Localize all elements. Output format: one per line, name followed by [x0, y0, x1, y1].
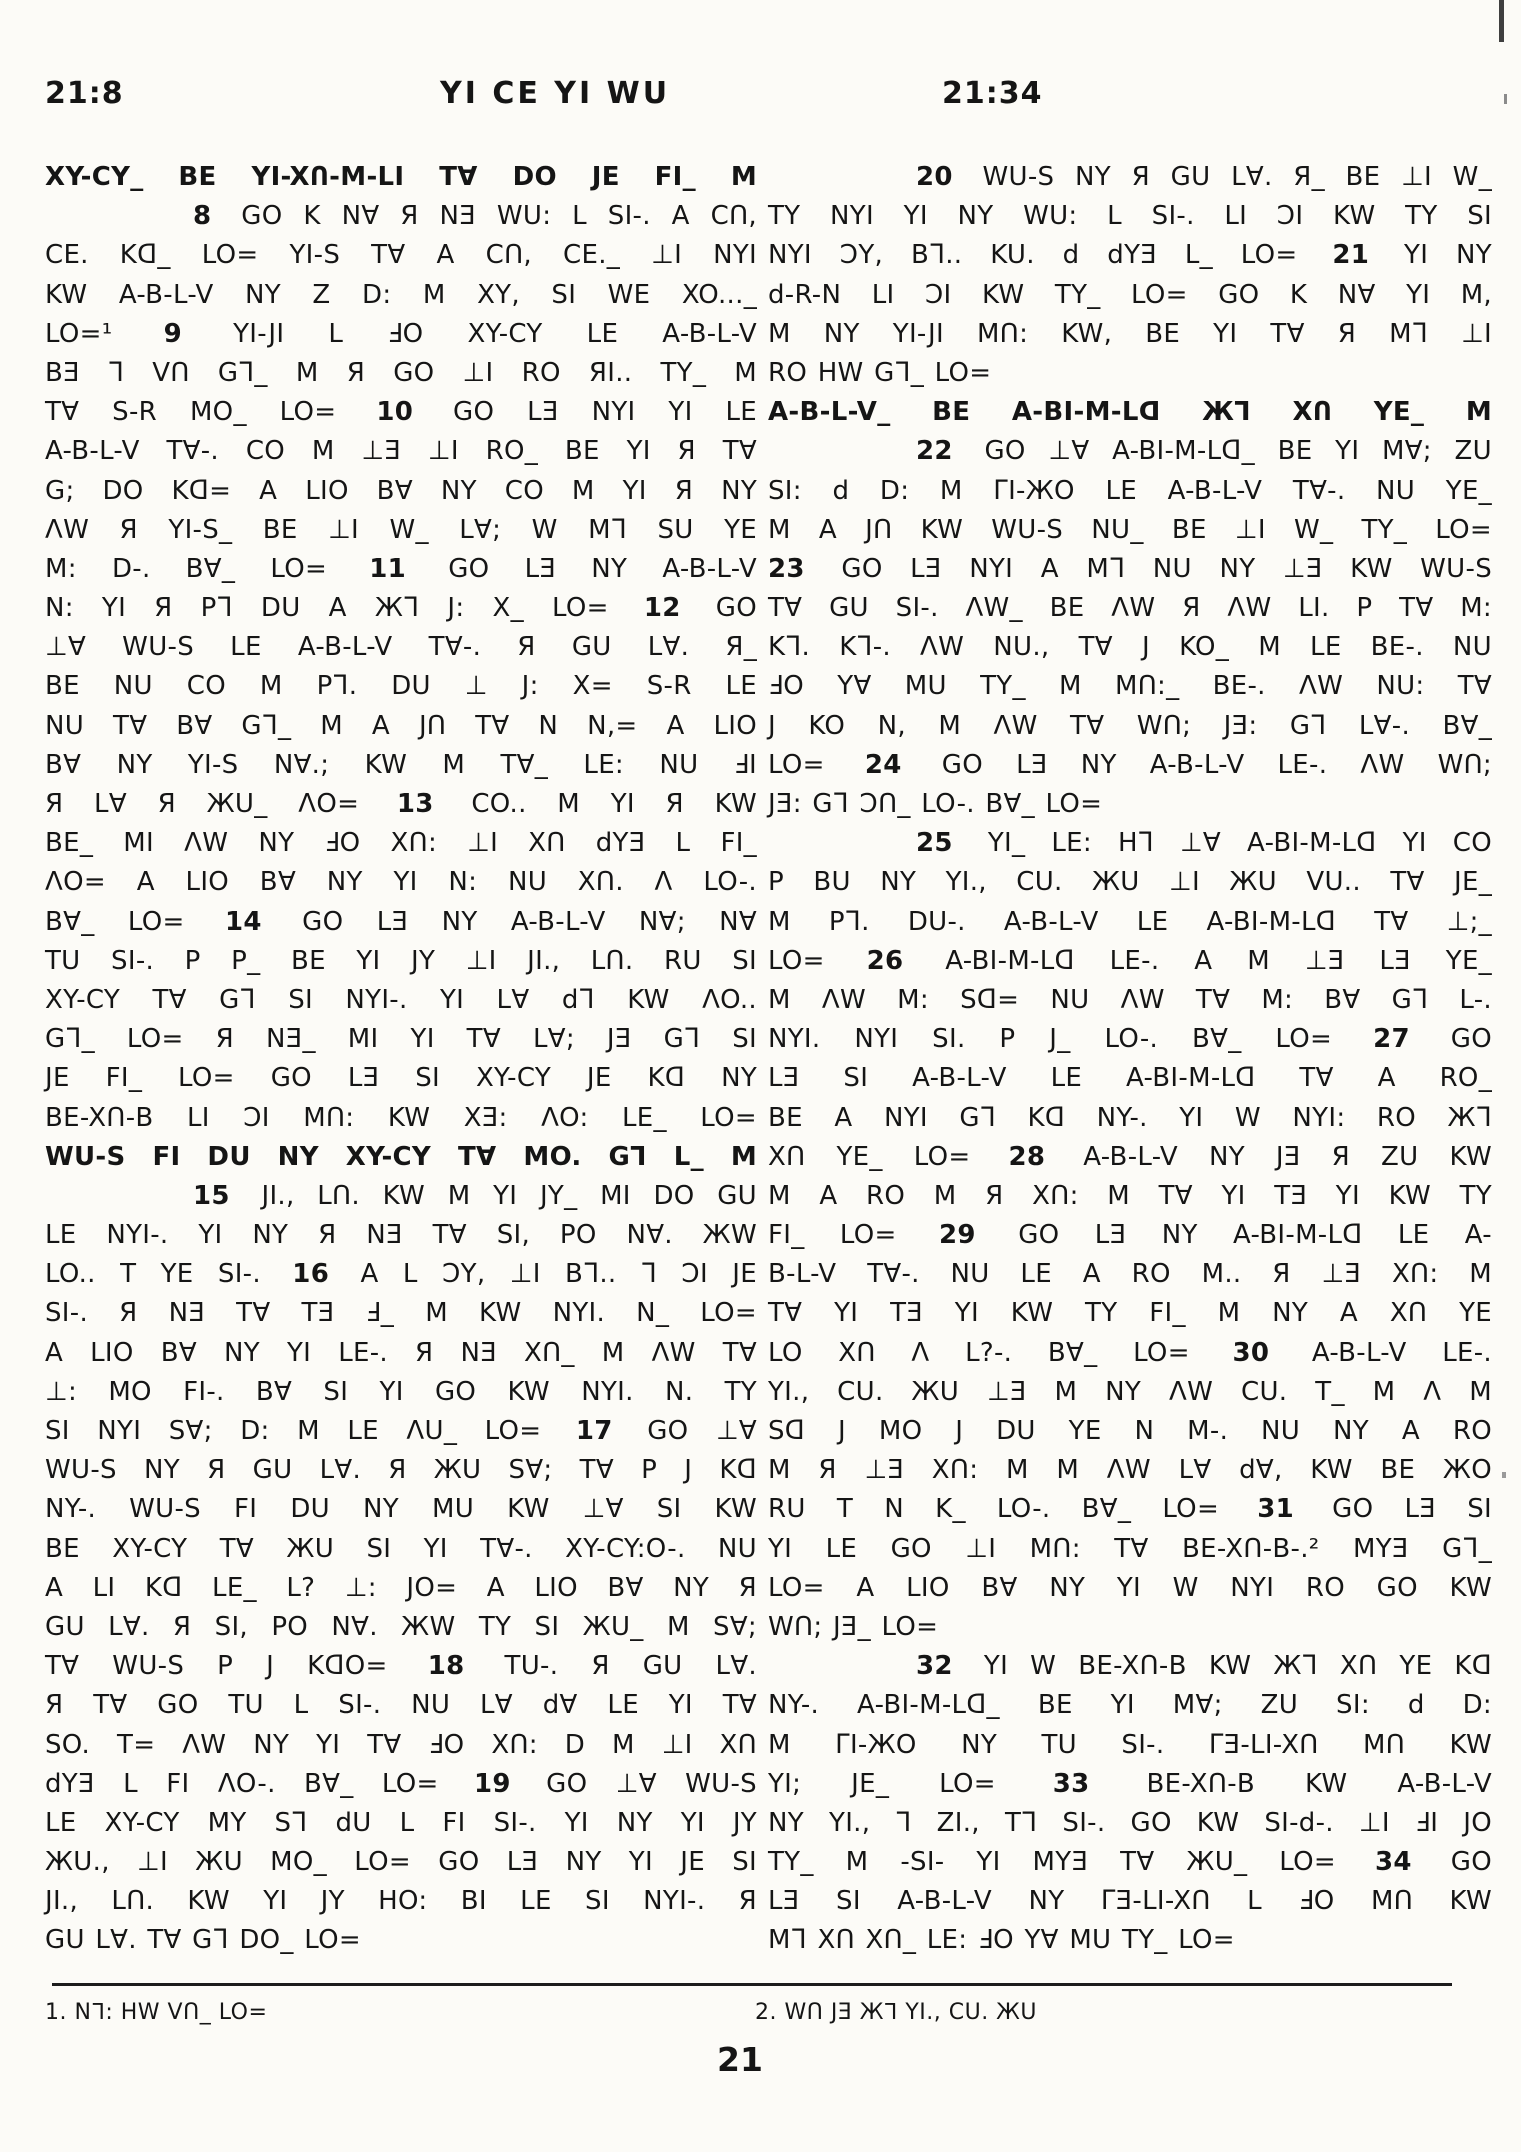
text-line	[45, 1804, 757, 1843]
verse-text: Mᒣ XՈ XՈ_ LE: ℲO Y∀ MU TY_ LO=	[768, 1925, 1235, 1956]
verse-text: GO LƎ NY A-B-L-V	[448, 553, 757, 584]
text-line	[768, 981, 1492, 1020]
verse-text: TY NYI YI NY WU: L SI-. LI ƆI KW TY SI	[768, 201, 1492, 232]
verse-text: YI_ LE: Hᒣ ⊥∀ A-BI-M-Lᗡ YI CO	[987, 828, 1492, 859]
text-line	[768, 1726, 1492, 1765]
text-line	[768, 472, 1492, 511]
text-line	[768, 1099, 1492, 1138]
verse-text: GU L∀. T∀ Gᒣ DO_ LO=	[45, 1925, 362, 1956]
verse-text: NYI ƆY, Bᒣ.. KU. d dYƎ L_ LO=	[768, 240, 1298, 271]
text-line	[45, 276, 757, 315]
text-line	[45, 1882, 757, 1921]
verse-text: ⊥: MO FI-. B∀ SI YI GO KW NYI. N. TY	[45, 1376, 757, 1407]
verse-number: 18	[427, 1651, 465, 1682]
scan-artifact-speck	[1502, 1472, 1506, 1478]
verse-text: GO ⊥∀ A-BI-M-Lᗡ_ BE YI M∀; ZU	[984, 436, 1492, 467]
text-line	[768, 1490, 1492, 1529]
text-line	[768, 1921, 1492, 1960]
text-line	[45, 1412, 757, 1451]
verse-text: A L ƆY, ⊥I Bᒣ.. ᒣ ƆI JE	[360, 1259, 757, 1290]
verse-text: LƎ SI A-B-L-V LE A-BI-M-Lᗡ T∀ A RO_	[768, 1063, 1492, 1094]
verse-text: RO HW Gᒣ_ LO=	[768, 357, 992, 388]
text-line	[45, 197, 757, 236]
text-line	[45, 1334, 757, 1373]
verse-text: SO. T= ΛW NY YI T∀ ℲO XՈ: D M ⊥I XՈ	[45, 1729, 757, 1760]
header-verse-ref-left: 21:8	[45, 76, 124, 111]
text-line	[45, 236, 757, 275]
verse-text: M: D-. B∀_ LO=	[45, 553, 328, 584]
verse-text: YI., CU. ЖU ⊥Ǝ M NY ΛW CU. T_ M Λ M	[768, 1376, 1492, 1407]
verse-number: 19	[474, 1768, 511, 1799]
verse-text: GO	[1450, 1024, 1492, 1055]
verse-text: LO=	[768, 749, 825, 780]
text-line	[768, 1059, 1492, 1098]
text-line	[768, 158, 1492, 197]
verse-text: ΛO= A LIO B∀ NY YI N: NU XՈ. Λ LO-.	[45, 867, 757, 898]
verse-text: SI-. Я NƎ T∀ TƎ Ⅎ_ M KW NYI. N_ LO=	[45, 1298, 757, 1329]
verse-number: 22	[916, 436, 953, 467]
text-line	[45, 1294, 757, 1333]
verse-text: TU SI-. P P_ BE YI JY ⊥I JI., LՈ. RU SI	[45, 945, 757, 976]
text-line	[45, 1843, 757, 1882]
text-line	[768, 1686, 1492, 1725]
verse-text: NY-. A-BI-M-Lᗡ_ BE YI M∀; ZU SI: d D:	[768, 1690, 1492, 1721]
verse-text: BE A NYI Gᒣ Kᗡ NY-. YI W NYI: RO Жᒣ	[768, 1102, 1492, 1133]
verse-text: T∀ WU-S P J KᗡO=	[45, 1651, 388, 1682]
verse-text: M Я ⊥Ǝ XՈ: M M ΛW L∀ d∀, KW BE ЖO	[768, 1455, 1492, 1486]
text-line	[768, 707, 1492, 746]
verse-number: 11	[369, 553, 407, 584]
verse-text: XY-CY T∀ Gᒣ SI NYI-. YI L∀ dᒣ KW ΛO..	[45, 984, 757, 1015]
text-line	[768, 589, 1492, 628]
text-line	[768, 1412, 1492, 1451]
text-column-right	[768, 158, 1492, 1961]
text-line	[768, 1138, 1492, 1177]
verse-text: NY YI., ᒣ ZI., Tᒣ SI-. GO KW SI-d-. ⊥I ℲI JO	[768, 1807, 1492, 1838]
text-line	[45, 158, 757, 197]
text-line	[45, 628, 757, 667]
verse-number: 17	[575, 1416, 613, 1446]
verse-text: dYƎ L FI ΛO-. B∀_ LO=	[45, 1768, 439, 1799]
text-line	[45, 315, 757, 354]
text-line	[768, 746, 1492, 785]
verse-text: M Pᒣ. DU-. A-B-L-V LE A-BI-M-Lᗡ T∀ ⊥;_	[768, 906, 1492, 937]
text-line	[768, 1020, 1492, 1059]
verse-text: M A JՈ KW WU-S NU_ BE ⊥I W_ TY_ LO=	[768, 514, 1492, 545]
text-line	[768, 667, 1492, 706]
text-column-left	[45, 158, 757, 1961]
text-line	[45, 1490, 757, 1529]
verse-text: NY-. WU-S FI DU NY MU KW ⊥∀ SI KW	[45, 1494, 757, 1525]
text-line	[45, 354, 757, 393]
verse-text: J KO N, M ΛW T∀ WՈ; JƎ: Gᒣ L∀-. B∀_	[768, 710, 1492, 741]
verse-text: JI., LՈ. KW M YI JY_ MI DO GU	[261, 1180, 757, 1211]
verse-text: GO K N∀ Я NƎ WU: L SI-. A CՈ,	[241, 201, 757, 232]
verse-number: 12	[643, 593, 681, 624]
text-line	[45, 1726, 757, 1765]
verse-text: JE FI_ LO= GO LƎ SI XY-CY JE Kᗡ NY	[45, 1063, 757, 1094]
text-line	[45, 863, 757, 902]
verse-text: BƎ ᒣ VՈ Gᒣ_ M Я GO ⊥I RO ЯI.. TY_ M	[45, 357, 757, 388]
verse-text: M ΛW M: Sᗡ= NU ΛW T∀ M: B∀ Gᒣ L-.	[768, 984, 1492, 1015]
verse-text: B∀_ LO=	[45, 906, 185, 937]
header-verse-ref-right: 21:34	[942, 76, 1043, 111]
verse-number: 9	[163, 318, 182, 349]
verse-text: A-BI-M-Lᗡ LE-. A M ⊥Ǝ LƎ YE_	[945, 945, 1492, 976]
text-line	[45, 1686, 757, 1725]
verse-text: Я L∀ Я ЖU_ ΛO=	[45, 789, 360, 819]
verse-text: LO XՈ Λ L?-. B∀_ LO=	[768, 1337, 1190, 1368]
text-line	[768, 942, 1492, 981]
verse-text: FI_ LO=	[768, 1220, 897, 1251]
verse-number: 27	[1373, 1024, 1410, 1055]
text-line	[768, 1451, 1492, 1490]
footnote-2: 2. WՈ JƎ Жᒣ YI., CU. ЖU	[755, 2000, 1037, 2025]
text-line	[45, 1569, 757, 1608]
verse-text: Gᒣ_ LO= Я NƎ_ MI YI T∀ L∀; JƎ Gᒣ SI	[45, 1024, 757, 1055]
text-line	[45, 589, 757, 628]
verse-text: LO=	[768, 945, 825, 976]
text-line	[45, 942, 757, 981]
text-line	[768, 1843, 1492, 1882]
verse-text: P BU NY YI., CU. ЖU ⊥I ЖU VU.. T∀ JE_	[768, 867, 1492, 898]
text-line	[45, 432, 757, 471]
verse-text: RU T N K_ LO-. B∀_ LO=	[768, 1494, 1220, 1525]
text-line	[45, 1530, 757, 1569]
verse-text: T∀ GU SI-. ΛW_ BE ΛW Я ΛW LI. P T∀ M:	[768, 593, 1492, 624]
text-line	[768, 628, 1492, 667]
scan-artifact-bar	[1499, 0, 1504, 42]
verse-number: 21	[1332, 240, 1370, 271]
verse-text: B∀ NY YI-S N∀.; KW M T∀_ LE: NU ℲI	[45, 749, 757, 780]
text-line	[45, 1647, 757, 1686]
verse-text: BE NU CO M Pᒣ. DU ⊥ J: X= S-R LE	[45, 671, 757, 702]
verse-text: NYI. NYI SI. P J_ LO-. B∀_ LO=	[768, 1024, 1333, 1055]
text-line	[768, 903, 1492, 942]
verse-text: KW A-B-L-V NY Z D: M XY, SI WE XO..._	[45, 279, 757, 310]
verse-text: CO.. M YI Я KW	[471, 789, 758, 819]
verse-text: Sᗡ J MO J DU YE N M-. NU NY A RO	[768, 1416, 1492, 1446]
footnote-1: 1. Nᒣ: HW VՈ_ LO=	[45, 2000, 268, 2025]
verse-text: YI W BE-XՈ-B KW Жᒣ XՈ YE Kᗡ	[983, 1651, 1492, 1682]
text-line	[768, 1882, 1492, 1921]
verse-number: 13	[396, 789, 434, 819]
verse-text: ℲO Y∀ MU TY_ M MՈ:_ BE-. ΛW NU: T∀	[768, 671, 1492, 702]
verse-number: 32	[916, 1651, 953, 1682]
verse-text: A-B-L-V NY JƎ Я ZU KW	[1083, 1141, 1492, 1172]
verse-number: 14	[224, 906, 262, 937]
verse-text: BE-XՈ-B LI ƆI MՈ: KW XƎ: ΛO: LE_ LO=	[45, 1102, 757, 1133]
verse-text: M NY YI-JI MՈ: KW, BE YI T∀ Я Mᒣ ⊥I	[768, 318, 1492, 349]
text-line	[768, 1294, 1492, 1333]
verse-text: GO	[715, 593, 757, 624]
page-title: YI CE YI WU	[440, 76, 671, 111]
text-line	[768, 276, 1492, 315]
verse-text: GO	[1450, 1847, 1492, 1878]
verse-text: T∀ YI TƎ YI KW TY FI_ M NY A XՈ YE	[768, 1298, 1492, 1329]
verse-text: NU T∀ B∀ Gᒣ_ M A JՈ T∀ N N,= A LIO	[45, 710, 757, 741]
text-line	[768, 354, 1492, 393]
text-line	[768, 824, 1492, 863]
verse-text: ⊥∀ WU-S LE A-B-L-V T∀-. Я GU L∀. Я_	[45, 632, 757, 663]
verse-number: 30	[1232, 1337, 1270, 1368]
verse-number: 34	[1374, 1847, 1412, 1878]
scan-artifact-tick	[1504, 94, 1507, 104]
text-line	[768, 1647, 1492, 1686]
text-line	[45, 981, 757, 1020]
text-line	[768, 785, 1492, 824]
text-line	[768, 511, 1492, 550]
verse-text: GO ⊥∀	[647, 1416, 757, 1446]
verse-text: SI NYI S∀; D: M LE ΛU_ LO=	[45, 1416, 542, 1446]
text-line	[45, 1138, 757, 1177]
verse-text: M A RO M Я XՈ: M T∀ YI TƎ YI KW TY	[768, 1180, 1492, 1211]
verse-text: YI LE GO ⊥I MՈ: T∀ BE-XՈ-B-.² MYƎ Gᒣ_	[768, 1533, 1492, 1564]
text-line	[45, 393, 757, 432]
text-line	[45, 1765, 757, 1804]
verse-text: YI NY	[1404, 240, 1492, 271]
verse-text: YI-JI L ℲO XY-CY LE A-B-L-V	[233, 318, 757, 349]
verse-text: WU-S NY Я GU L∀. Я ЖU S∀; T∀ P J Kᗡ	[45, 1455, 757, 1486]
verse-number: 33	[1052, 1768, 1090, 1799]
verse-number: 25	[916, 828, 953, 859]
footnote-divider	[52, 1983, 1452, 1986]
verse-text: Kᒣ. Kᒣ-. ΛW NU., T∀ J KO_ M LE BE-. NU	[768, 632, 1492, 663]
text-line	[768, 1373, 1492, 1412]
verse-number: 15	[193, 1180, 230, 1211]
verse-text: ΛW Я YI-S_ BE ⊥I W_ L∀; W Mᒣ SU YE	[45, 514, 757, 545]
verse-text: B-L-V T∀-. NU LE A RO M.. Я ⊥Ǝ XՈ: M	[768, 1259, 1492, 1290]
text-line	[45, 903, 757, 942]
text-line	[768, 315, 1492, 354]
verse-text: SI: d D: M ᒥI-ЖO LE A-B-L-V T∀-. NU YE_	[768, 475, 1492, 506]
text-line	[768, 1804, 1492, 1843]
verse-text: N: YI Я Pᒣ DU A Жᒣ J: X_ LO=	[45, 593, 609, 624]
text-line	[45, 1059, 757, 1098]
text-line	[768, 1765, 1492, 1804]
verse-text: GU L∀. Я SI, PO N∀. ЖW TY SI ЖU_ M S∀;	[45, 1611, 757, 1642]
verse-text: LO= A LIO B∀ NY YI W NYI RO GO KW	[768, 1572, 1492, 1603]
verse-number: 26	[866, 945, 904, 976]
text-line	[768, 1177, 1492, 1216]
page-number: 21	[717, 2040, 763, 2079]
verse-text: LƎ SI A-B-L-V NY ᒥƎ-LI-XՈ L ℲO MՈ KW	[768, 1886, 1492, 1917]
verse-text: CE. Kᗡ_ LO= YI-S T∀ A CՈ, CE._ ⊥I NYI	[45, 240, 757, 271]
verse-text: XՈ YE_ LO=	[768, 1141, 971, 1172]
verse-text: LE XY-CY MY Sᒣ dU L FI SI-. YI NY YI JY	[45, 1807, 757, 1838]
verse-text: d-R-N LI ƆI KW TY_ LO= GO K N∀ YI M,	[768, 279, 1492, 310]
text-line	[45, 746, 757, 785]
text-line	[768, 432, 1492, 471]
verse-text: LO=¹	[45, 318, 113, 349]
verse-number: 16	[292, 1259, 330, 1290]
text-line	[45, 1608, 757, 1647]
text-line	[768, 1569, 1492, 1608]
verse-text: GO ⊥∀ WU-S	[546, 1768, 757, 1799]
verse-text: XY-CY_ BE YI-XՈ-M-LI T∀ DO JE FI_ M	[45, 162, 757, 192]
verse-text: LE NYI-. YI NY Я NƎ T∀ SI, PO N∀. ЖW	[45, 1220, 757, 1251]
verse-number: 28	[1008, 1141, 1046, 1172]
verse-text: YI; JE_ LO=	[768, 1768, 996, 1799]
verse-text: M ᒥI-ЖO NY TU SI-. ᒥƎ-LI-XՈ MՈ KW	[768, 1729, 1492, 1760]
verse-text: GO LƎ NY A-B-L-V N∀; N∀	[302, 906, 757, 937]
verse-text: JI., LՈ. KW YI JY HO: BI LE SI NYI-. Я	[45, 1886, 757, 1917]
verse-number: 8	[193, 201, 212, 232]
verse-text: Я T∀ GO TU L SI-. NU L∀ d∀ LE YI T∀	[45, 1690, 757, 1721]
verse-text: JƎ: Gᒣ ƆՈ_ LO-. B∀_ LO=	[768, 789, 1103, 819]
text-line	[768, 550, 1492, 589]
verse-text: ЖU., ⊥I ЖU MO_ LO= GO LƎ NY YI JE SI	[45, 1847, 757, 1878]
text-line	[45, 667, 757, 706]
text-line	[768, 1334, 1492, 1373]
verse-text: BE-XՈ-B KW A-B-L-V	[1146, 1768, 1493, 1799]
verse-text: A-B-L-V T∀-. CO M ⊥Ǝ ⊥I RO_ BE YI Я T∀	[45, 436, 757, 467]
text-line	[45, 1177, 757, 1216]
text-line	[768, 1216, 1492, 1255]
text-line	[45, 1099, 757, 1138]
verse-text: A-B-L-V_ BE A-BI-M-Lᗡ Жᒣ XՈ YE_ M	[768, 397, 1492, 428]
text-line	[45, 824, 757, 863]
verse-text: WU-S FI DU NY XY-CY T∀ MO. Gᒣ L_ M	[45, 1141, 757, 1172]
text-line	[45, 472, 757, 511]
verse-number: 10	[376, 397, 414, 428]
verse-text: LO.. T YE SI-.	[45, 1259, 261, 1290]
text-line	[45, 1020, 757, 1059]
verse-text: T∀ S-R MO_ LO=	[45, 397, 337, 428]
verse-number: 29	[939, 1220, 976, 1251]
text-line	[45, 785, 757, 824]
text-line	[768, 393, 1492, 432]
text-line	[768, 863, 1492, 902]
text-line	[45, 1451, 757, 1490]
verse-text: GO LƎ NYI A Mᒣ NU NY ⊥Ǝ KW WU-S	[841, 553, 1492, 584]
text-line	[45, 1921, 757, 1960]
verse-text: A LI Kᗡ LE_ L? ⊥: JO= A LIO B∀ NY Я	[45, 1572, 757, 1603]
text-line	[45, 1373, 757, 1412]
text-line	[45, 707, 757, 746]
verse-text: GO LƎ NY A-B-L-V LE-. ΛW WՈ;	[941, 749, 1492, 780]
verse-text: A-B-L-V LE-.	[1311, 1337, 1492, 1368]
text-line	[768, 1530, 1492, 1569]
verse-text: WU-S NY Я GU L∀. Я_ BE ⊥I W_	[982, 162, 1492, 192]
text-line	[768, 236, 1492, 275]
text-line	[45, 1216, 757, 1255]
verse-text: G; DO Kᗡ= A LIO B∀ NY CO M YI Я NY	[45, 475, 757, 506]
verse-text: GO LƎ NYI YI LE	[453, 397, 757, 428]
verse-text: BE XY-CY T∀ ЖU SI YI T∀-. XY-CY:O-. NU	[45, 1533, 757, 1564]
verse-text: TU-. Я GU L∀.	[504, 1651, 757, 1682]
verse-text: A LIO B∀ NY YI LE-. Я NƎ XՈ_ M ΛW T∀	[45, 1337, 757, 1368]
verse-number: 24	[864, 749, 902, 780]
verse-number: 23	[768, 553, 805, 584]
verse-text: TY_ M -SI- YI MYƎ T∀ ЖU_ LO=	[768, 1847, 1337, 1878]
text-line	[768, 1255, 1492, 1294]
verse-number: 31	[1257, 1494, 1294, 1525]
text-line	[45, 1255, 757, 1294]
verse-text: GO LƎ SI	[1332, 1494, 1492, 1525]
verse-text: GO LƎ NY A-BI-M-Lᗡ LE A-	[1018, 1220, 1492, 1251]
text-line	[768, 1608, 1492, 1647]
text-line	[768, 197, 1492, 236]
text-line	[45, 550, 757, 589]
verse-text: WՈ; JƎ_ LO=	[768, 1611, 939, 1642]
verse-text: BE_ MI ΛW NY ℲO XՈ: ⊥I XՈ dYƎ L FI_	[45, 828, 757, 859]
verse-number: 20	[916, 162, 953, 192]
text-line	[45, 511, 757, 550]
